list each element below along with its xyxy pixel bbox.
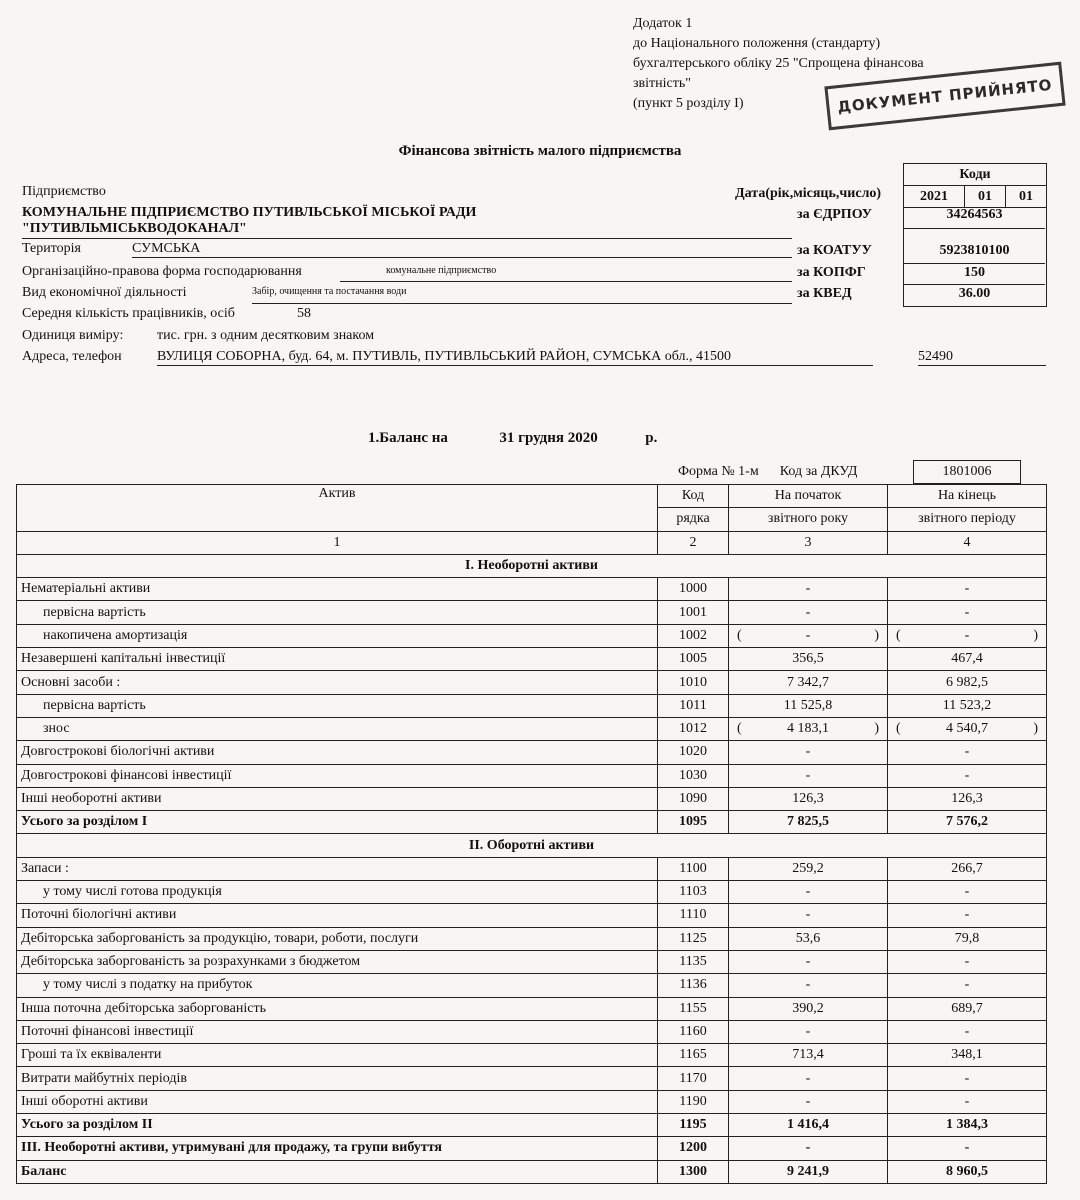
unit-label: Одиниця виміру:: [22, 328, 124, 343]
row-end-value: 79,8: [888, 927, 1047, 950]
table-row: [17, 1090, 1047, 1113]
row-code: 1010: [658, 671, 729, 694]
row-begin-value: -: [729, 764, 888, 787]
row-begin-amount: -: [805, 627, 811, 643]
balance-suffix: р.: [645, 430, 658, 446]
row-begin-value: -: [729, 601, 888, 624]
staff-value: 58: [297, 306, 311, 321]
enterprise-name-line1: КОМУНАЛЬНЕ ПІДПРИЄМСТВО ПУТИВЛЬСЬКОЇ МІСЬКОЇ РАДИ: [22, 205, 477, 220]
row-name: Усього за розділом I: [17, 811, 658, 834]
header-end-l2: звітного періоду: [888, 508, 1047, 531]
table-row: [17, 974, 1047, 997]
row-begin-value: 390,2: [729, 997, 888, 1020]
table-row: [17, 857, 1047, 880]
row-name: III. Необоротні активи, утримувані для продажу, та групи вибуття: [17, 1137, 658, 1160]
row-end-value: 1 384,3: [888, 1114, 1047, 1137]
table-row: [17, 811, 1047, 834]
section-2-heading: II. Оборотні активи: [17, 834, 1047, 857]
dkud-label: Код за ДКУД: [779, 464, 858, 479]
row-code: 1125: [658, 927, 729, 950]
form-number: [678, 464, 857, 480]
row-code: 1155: [658, 997, 729, 1020]
row-end-value: 7 576,2: [888, 811, 1047, 834]
row-begin-value: 7 342,7: [729, 671, 888, 694]
row-begin-value: -: [729, 904, 888, 927]
table-row: [17, 717, 1047, 740]
row-code: 1170: [658, 1067, 729, 1090]
row-begin-amount: 4 183,1: [787, 721, 829, 737]
table-row: [17, 764, 1047, 787]
row-begin-value: -: [729, 741, 888, 764]
row-name: Поточні фінансові інвестиції: [17, 1020, 658, 1043]
table-row: [17, 1020, 1047, 1043]
activity-value: Забір, очищення та постачання води: [252, 286, 792, 304]
row-begin-value: -: [729, 950, 888, 973]
row-begin-value: -: [729, 578, 888, 601]
row-code: 1300: [658, 1160, 729, 1183]
codes-header-table: [903, 163, 1047, 208]
row-end-value: -: [888, 1137, 1047, 1160]
row-code: 1100: [658, 857, 729, 880]
phone-value: 52490: [918, 349, 1046, 366]
legal-form-value: комунальне підприємство: [340, 265, 792, 282]
row-name: первісна вартість: [17, 601, 658, 624]
row-end-value: -: [888, 881, 1047, 904]
table-row: [17, 881, 1047, 904]
row-end-value: -: [888, 578, 1047, 601]
row-end-value: -: [888, 1067, 1047, 1090]
row-code: 1160: [658, 1020, 729, 1043]
col-number: 2: [658, 531, 729, 554]
row-end-value: 126,3: [888, 787, 1047, 810]
table-row: [17, 787, 1047, 810]
row-begin-value: -: [729, 1137, 888, 1160]
row-code: 1090: [658, 787, 729, 810]
table-row: [17, 601, 1047, 624]
territory-label: Територія: [22, 241, 81, 256]
row-begin-value: 7 825,5: [729, 811, 888, 834]
balance-title-prefix: 1.Баланс на: [368, 430, 448, 446]
unit-value: тис. грн. з одним десятковим знаком: [157, 328, 375, 343]
row-begin-value: 356,5: [729, 648, 888, 671]
row-name: Поточні біологічні активи: [17, 904, 658, 927]
row-name: Довгострокові біологічні активи: [17, 741, 658, 764]
row-begin-value: 11 525,8: [729, 694, 888, 717]
appendix-line: (пункт 5 розділу I): [633, 96, 744, 111]
table-row: [17, 741, 1047, 764]
row-name: Витрати майбутніх періодів: [17, 1067, 658, 1090]
legal-form-label: Організаційно-правова форма господарювання: [22, 264, 302, 279]
appendix-line: Додаток 1: [633, 16, 693, 31]
row-code: 1110: [658, 904, 729, 927]
row-code: 1103: [658, 881, 729, 904]
row-name: Інша поточна дебіторська заборгованість: [17, 997, 658, 1020]
territory-value: СУМСЬКА: [132, 241, 792, 258]
table-row: [17, 1067, 1047, 1090]
row-name: Незавершені капітальні інвестиції: [17, 648, 658, 671]
balance-table: [16, 484, 1047, 1184]
row-begin-value: -: [729, 974, 888, 997]
header-code-l2: рядка: [658, 508, 729, 531]
row-end-value: -: [888, 741, 1047, 764]
row-end-value: 8 960,5: [888, 1160, 1047, 1183]
activity-label: Вид економічної діяльності: [22, 285, 187, 300]
row-name: Усього за розділом II: [17, 1114, 658, 1137]
address-label: Адреса, телефон: [22, 349, 122, 364]
row-begin-value: -: [729, 881, 888, 904]
row-name: Гроші та їх еквіваленти: [17, 1044, 658, 1067]
appendix-line: бухгалтерського обліку 25 "Спрощена фінансова: [633, 56, 924, 71]
row-code: 1000: [658, 578, 729, 601]
row-name: первісна вартість: [17, 694, 658, 717]
row-name: Основні засоби :: [17, 671, 658, 694]
edrpou-code: 34264563: [946, 207, 1003, 222]
codes-header: Коди: [904, 164, 1047, 186]
header-begin-l1: На початок: [729, 485, 888, 508]
row-begin-value: -: [729, 1090, 888, 1113]
row-end-value: ( - ): [888, 624, 1047, 647]
row-code: 1136: [658, 974, 729, 997]
row-name: у тому числі з податку на прибуток: [17, 974, 658, 997]
kved-code: 36.00: [958, 286, 991, 301]
row-code: 1190: [658, 1090, 729, 1113]
row-name: накопичена амортизація: [17, 624, 658, 647]
row-end-value: -: [888, 904, 1047, 927]
row-end-value: 689,7: [888, 997, 1047, 1020]
header-end-l1: На кінець: [888, 485, 1047, 508]
table-row: [17, 1044, 1047, 1067]
table-row: [17, 671, 1047, 694]
row-begin-value: 9 241,9: [729, 1160, 888, 1183]
table-row: [17, 624, 1047, 647]
row-code: 1200: [658, 1137, 729, 1160]
row-end-amount: -: [964, 627, 970, 643]
row-end-amount: 4 540,7: [946, 721, 988, 737]
enterprise-label: Підприємство: [22, 184, 106, 199]
row-name: Інші необоротні активи: [17, 787, 658, 810]
row-name: знос: [17, 717, 658, 740]
row-end-value: -: [888, 974, 1047, 997]
document-title: Фінансова звітність малого підприємства: [398, 143, 682, 159]
table-row: [17, 578, 1047, 601]
koatuu-label: за КОАТУУ: [797, 243, 872, 258]
header-asset: Актив: [17, 485, 658, 532]
row-name: Нематеріальні активи: [17, 578, 658, 601]
table-row: [17, 927, 1047, 950]
row-code: 1011: [658, 694, 729, 717]
row-code: 1002: [658, 624, 729, 647]
row-end-value: -: [888, 1020, 1047, 1043]
row-begin-value: 53,6: [729, 927, 888, 950]
appendix-line: звітність": [633, 76, 691, 91]
header-code-l1: Код: [658, 485, 729, 508]
row-end-value: 467,4: [888, 648, 1047, 671]
row-code: 1030: [658, 764, 729, 787]
staff-label: Середня кількість працівників, осіб: [22, 306, 235, 321]
row-name: у тому числі готова продукція: [17, 881, 658, 904]
dkud-code: 1801006: [913, 460, 1021, 484]
row-end-value: 11 523,2: [888, 694, 1047, 717]
row-end-value: 6 982,5: [888, 671, 1047, 694]
col-number: 4: [888, 531, 1047, 554]
kopfg-code: 150: [964, 265, 985, 280]
date-year: 2021: [904, 186, 965, 208]
section-1-heading: I. Необоротні активи: [17, 554, 1047, 577]
row-code: 1001: [658, 601, 729, 624]
table-row: [17, 997, 1047, 1020]
kopfg-label: за КОПФГ: [797, 265, 866, 280]
edrpou-label: за ЄДРПОУ: [797, 207, 873, 222]
row-code: 1165: [658, 1044, 729, 1067]
row-code: 1095: [658, 811, 729, 834]
table-row: [17, 648, 1047, 671]
row-begin-value: 1 416,4: [729, 1114, 888, 1137]
date-month: 01: [965, 186, 1006, 208]
row-end-value: 348,1: [888, 1044, 1047, 1067]
address-value: ВУЛИЦЯ СОБОРНА, буд. 64, м. ПУТИВЛЬ, ПУТИВЛЬСЬКИЙ РАЙОН, СУМСЬКА обл., 41500: [157, 349, 873, 366]
row-name: Інші оборотні активи: [17, 1090, 658, 1113]
row-begin-value: ( 4 183,1 ): [729, 717, 888, 740]
row-begin-value: 713,4: [729, 1044, 888, 1067]
row-end-value: -: [888, 601, 1047, 624]
row-begin-value: 259,2: [729, 857, 888, 880]
row-code: 1195: [658, 1114, 729, 1137]
row-begin-value: ( - ): [729, 624, 888, 647]
appendix-line: до Національного положення (стандарту): [633, 36, 881, 51]
col-number: 1: [17, 531, 658, 554]
row-code: 1135: [658, 950, 729, 973]
table-row: [17, 904, 1047, 927]
row-name: Довгострокові фінансові інвестиції: [17, 764, 658, 787]
row-name: Дебіторська заборгованість за розрахунками з бюджетом: [17, 950, 658, 973]
row-begin-value: -: [729, 1067, 888, 1090]
col-number: 3: [729, 531, 888, 554]
kved-label: за КВЕД: [797, 286, 852, 301]
row-code: 1005: [658, 648, 729, 671]
balance-title: [368, 430, 657, 447]
row-end-value: -: [888, 764, 1047, 787]
enterprise-name-line2: "ПУТИВЛЬМІСЬКВОДОКАНАЛ": [22, 221, 247, 236]
table-row: [17, 1160, 1047, 1183]
row-end-value: -: [888, 950, 1047, 973]
date-day: 01: [1006, 186, 1047, 208]
row-end-value: -: [888, 1090, 1047, 1113]
row-begin-value: 126,3: [729, 787, 888, 810]
form-number-label: Форма № 1-м: [678, 464, 759, 479]
row-name: Дебіторська заборгованість за продукцію, товари, роботи, послуги: [17, 927, 658, 950]
row-name: Баланс: [17, 1160, 658, 1183]
row-code: 1012: [658, 717, 729, 740]
koatuu-code: 5923810100: [939, 243, 1010, 258]
table-row: [17, 1137, 1047, 1160]
header-begin-l2: звітного року: [729, 508, 888, 531]
row-begin-value: -: [729, 1020, 888, 1043]
row-end-value: 266,7: [888, 857, 1047, 880]
balance-date: 31 грудня 2020: [499, 430, 598, 446]
row-code: 1020: [658, 741, 729, 764]
table-row: [17, 950, 1047, 973]
row-name: Запаси :: [17, 857, 658, 880]
table-row: [17, 694, 1047, 717]
row-end-value: ( 4 540,7 ): [888, 717, 1047, 740]
table-row: [17, 1114, 1047, 1137]
accepted-stamp: ДОКУМЕНТ ПРИЙНЯТО: [824, 62, 1065, 131]
date-label: Дата(рік,місяць,число): [735, 186, 882, 201]
